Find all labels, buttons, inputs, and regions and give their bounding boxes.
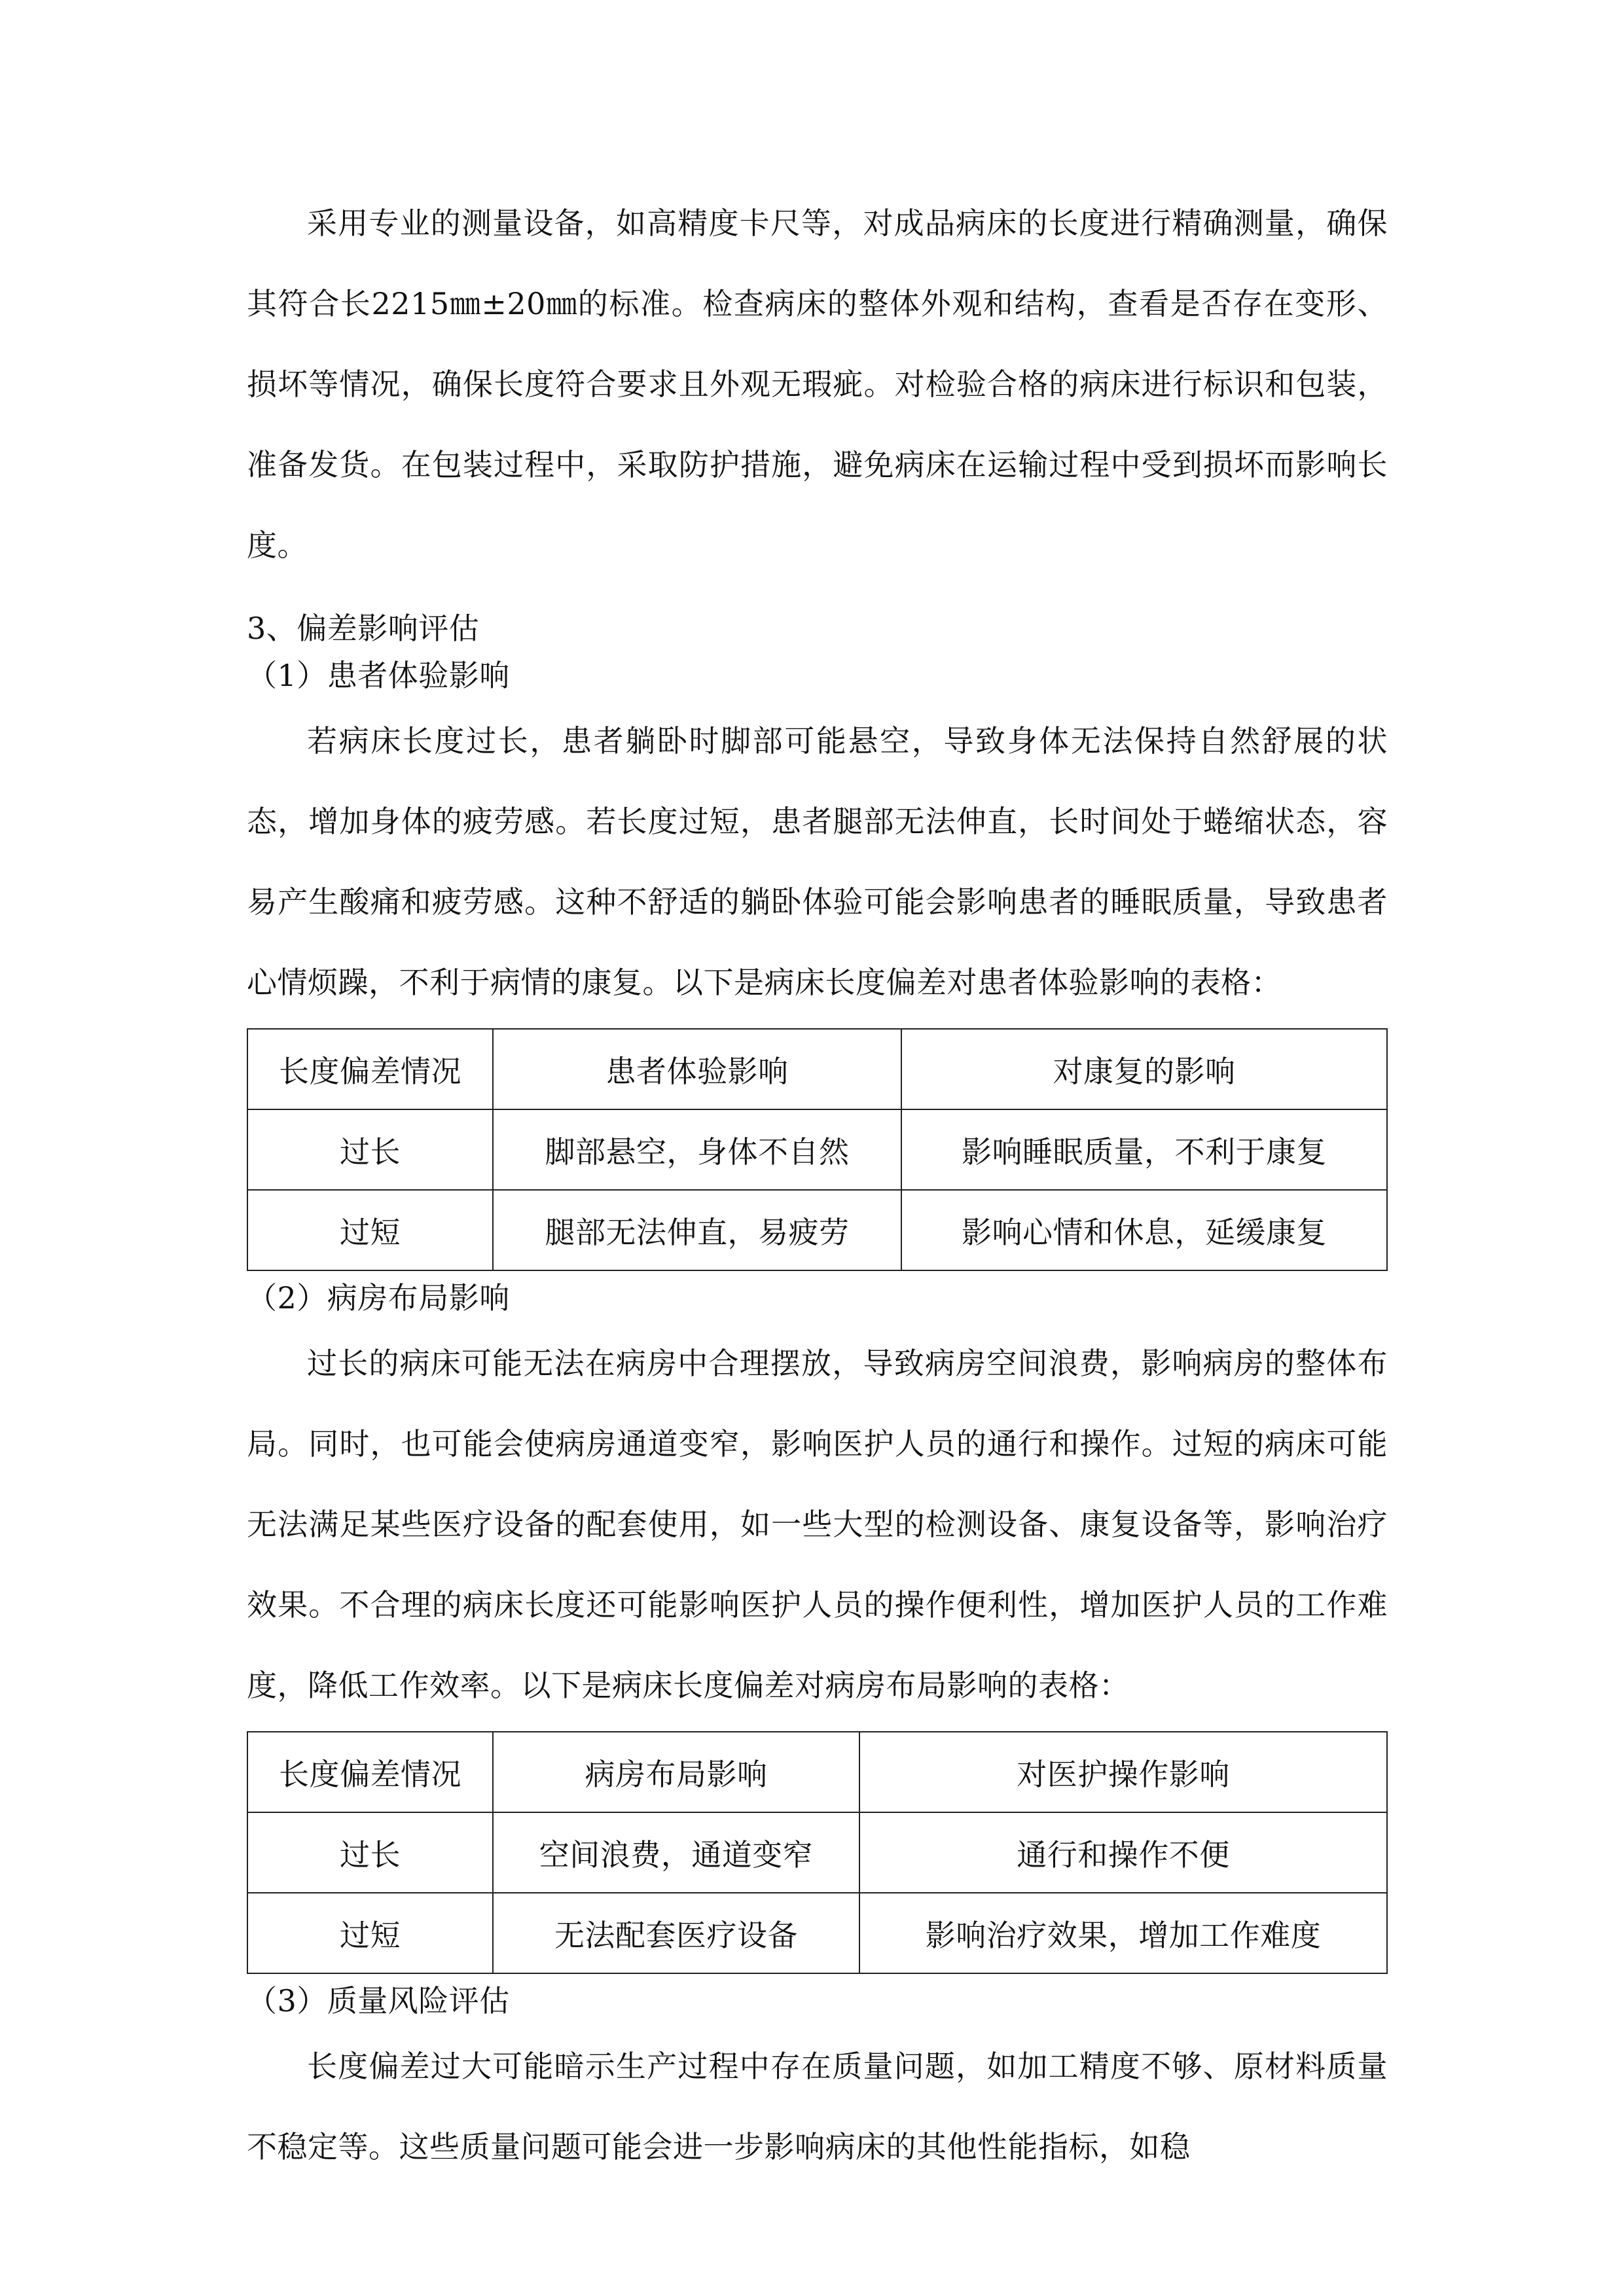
table-cell: 无法配套医疗设备: [493, 1893, 859, 1973]
subheading-ward-layout: （2）病房布局影响: [247, 1280, 510, 1316]
table-header-cell: 长度偏差情况: [247, 1732, 493, 1812]
table-header-cell: 长度偏差情况: [247, 1029, 493, 1109]
table-cell: 腿部无法伸直，易疲劳: [493, 1190, 901, 1270]
subheading-quality-risk: （3）质量风险评估: [247, 1983, 510, 2018]
table-cell: 过长: [247, 1812, 493, 1893]
table-header-cell: 对医护操作影响: [859, 1732, 1387, 1812]
table-header-cell: 病房布局影响: [493, 1732, 859, 1812]
section-heading-deviation-impact: 3、偏差影响评估: [247, 611, 480, 646]
table-cell: 影响睡眠质量，不利于康复: [901, 1109, 1387, 1190]
paragraph-ward-layout: 过长的病床可能无法在病房中合理摆放，导致病房空间浪费，影响病房的整体布局。同时，也可能会使病房通道变窄，影响医护人员的通行和操作。过短的病床可能无法满足某些医疗设备的配套使用，如一些大型的检测设备、康复设备等，影响治疗效果。不合理的病床长度还可能影响医护人员的操作便利性，增加医护人员的工作难度，降低工作效率。以下是病床长度偏差对病房布局影响的表格：: [247, 1346, 1388, 1703]
table-header-row: [247, 1732, 1387, 1812]
paragraph-inspection: 采用专业的测量设备，如高精度卡尺等，对成品病床的长度进行精确测量，确保其符合长2215㎜±20㎜的标准。检查病床的整体外观和结构，查看是否存在变形、损坏等情况，确保长度符合要求且外观无瑕疵。对检验合格的病床进行标识和包装，准备发货。在包装过程中，采取防护措施，避免病床在运输过程中受到损坏而影响长度。: [247, 206, 1388, 563]
table-header-cell: 对康复的影响: [901, 1029, 1387, 1109]
table-row: [247, 1190, 1387, 1270]
table-cell: 过短: [247, 1190, 493, 1270]
table-row: [247, 1812, 1387, 1893]
paragraph-patient-experience: 若病床长度过长，患者躺卧时脚部可能悬空，导致身体无法保持自然舒展的状态，增加身体的疲劳感。若长度过短，患者腿部无法伸直，长时间处于蜷缩状态，容易产生酸痛和疲劳感。这种不舒适的躺卧体验可能会影响患者的睡眠质量，导致患者心情烦躁，不利于病情的康复。以下是病床长度偏差对患者体验影响的表格：: [247, 723, 1388, 1000]
paragraph-quality-risk: 长度偏差过大可能暗示生产过程中存在质量问题，如加工精度不够、原材料质量不稳定等。这些质量问题可能会进一步影响病床的其他性能指标，如稳: [247, 2049, 1388, 2164]
table-header-row: [247, 1029, 1387, 1109]
table-cell: 过长: [247, 1109, 493, 1190]
table-header-cell: 患者体验影响: [493, 1029, 901, 1109]
table-row: [247, 1893, 1387, 1973]
table-cell: 影响治疗效果，增加工作难度: [859, 1893, 1387, 1973]
document-body: [247, 183, 1388, 2187]
table-cell: 过短: [247, 1893, 493, 1973]
subheading-patient-experience: （1）患者体验影响: [247, 658, 510, 693]
table-cell: 影响心情和休息，延缓康复: [901, 1190, 1387, 1270]
table-cell: 脚部悬空，身体不自然: [493, 1109, 901, 1190]
table-row: [247, 1109, 1387, 1190]
table-patient-experience: [247, 1028, 1388, 1271]
table-cell: 空间浪费，通道变窄: [493, 1812, 859, 1893]
table-ward-layout: [247, 1731, 1388, 1974]
table-cell: 通行和操作不便: [859, 1812, 1387, 1893]
